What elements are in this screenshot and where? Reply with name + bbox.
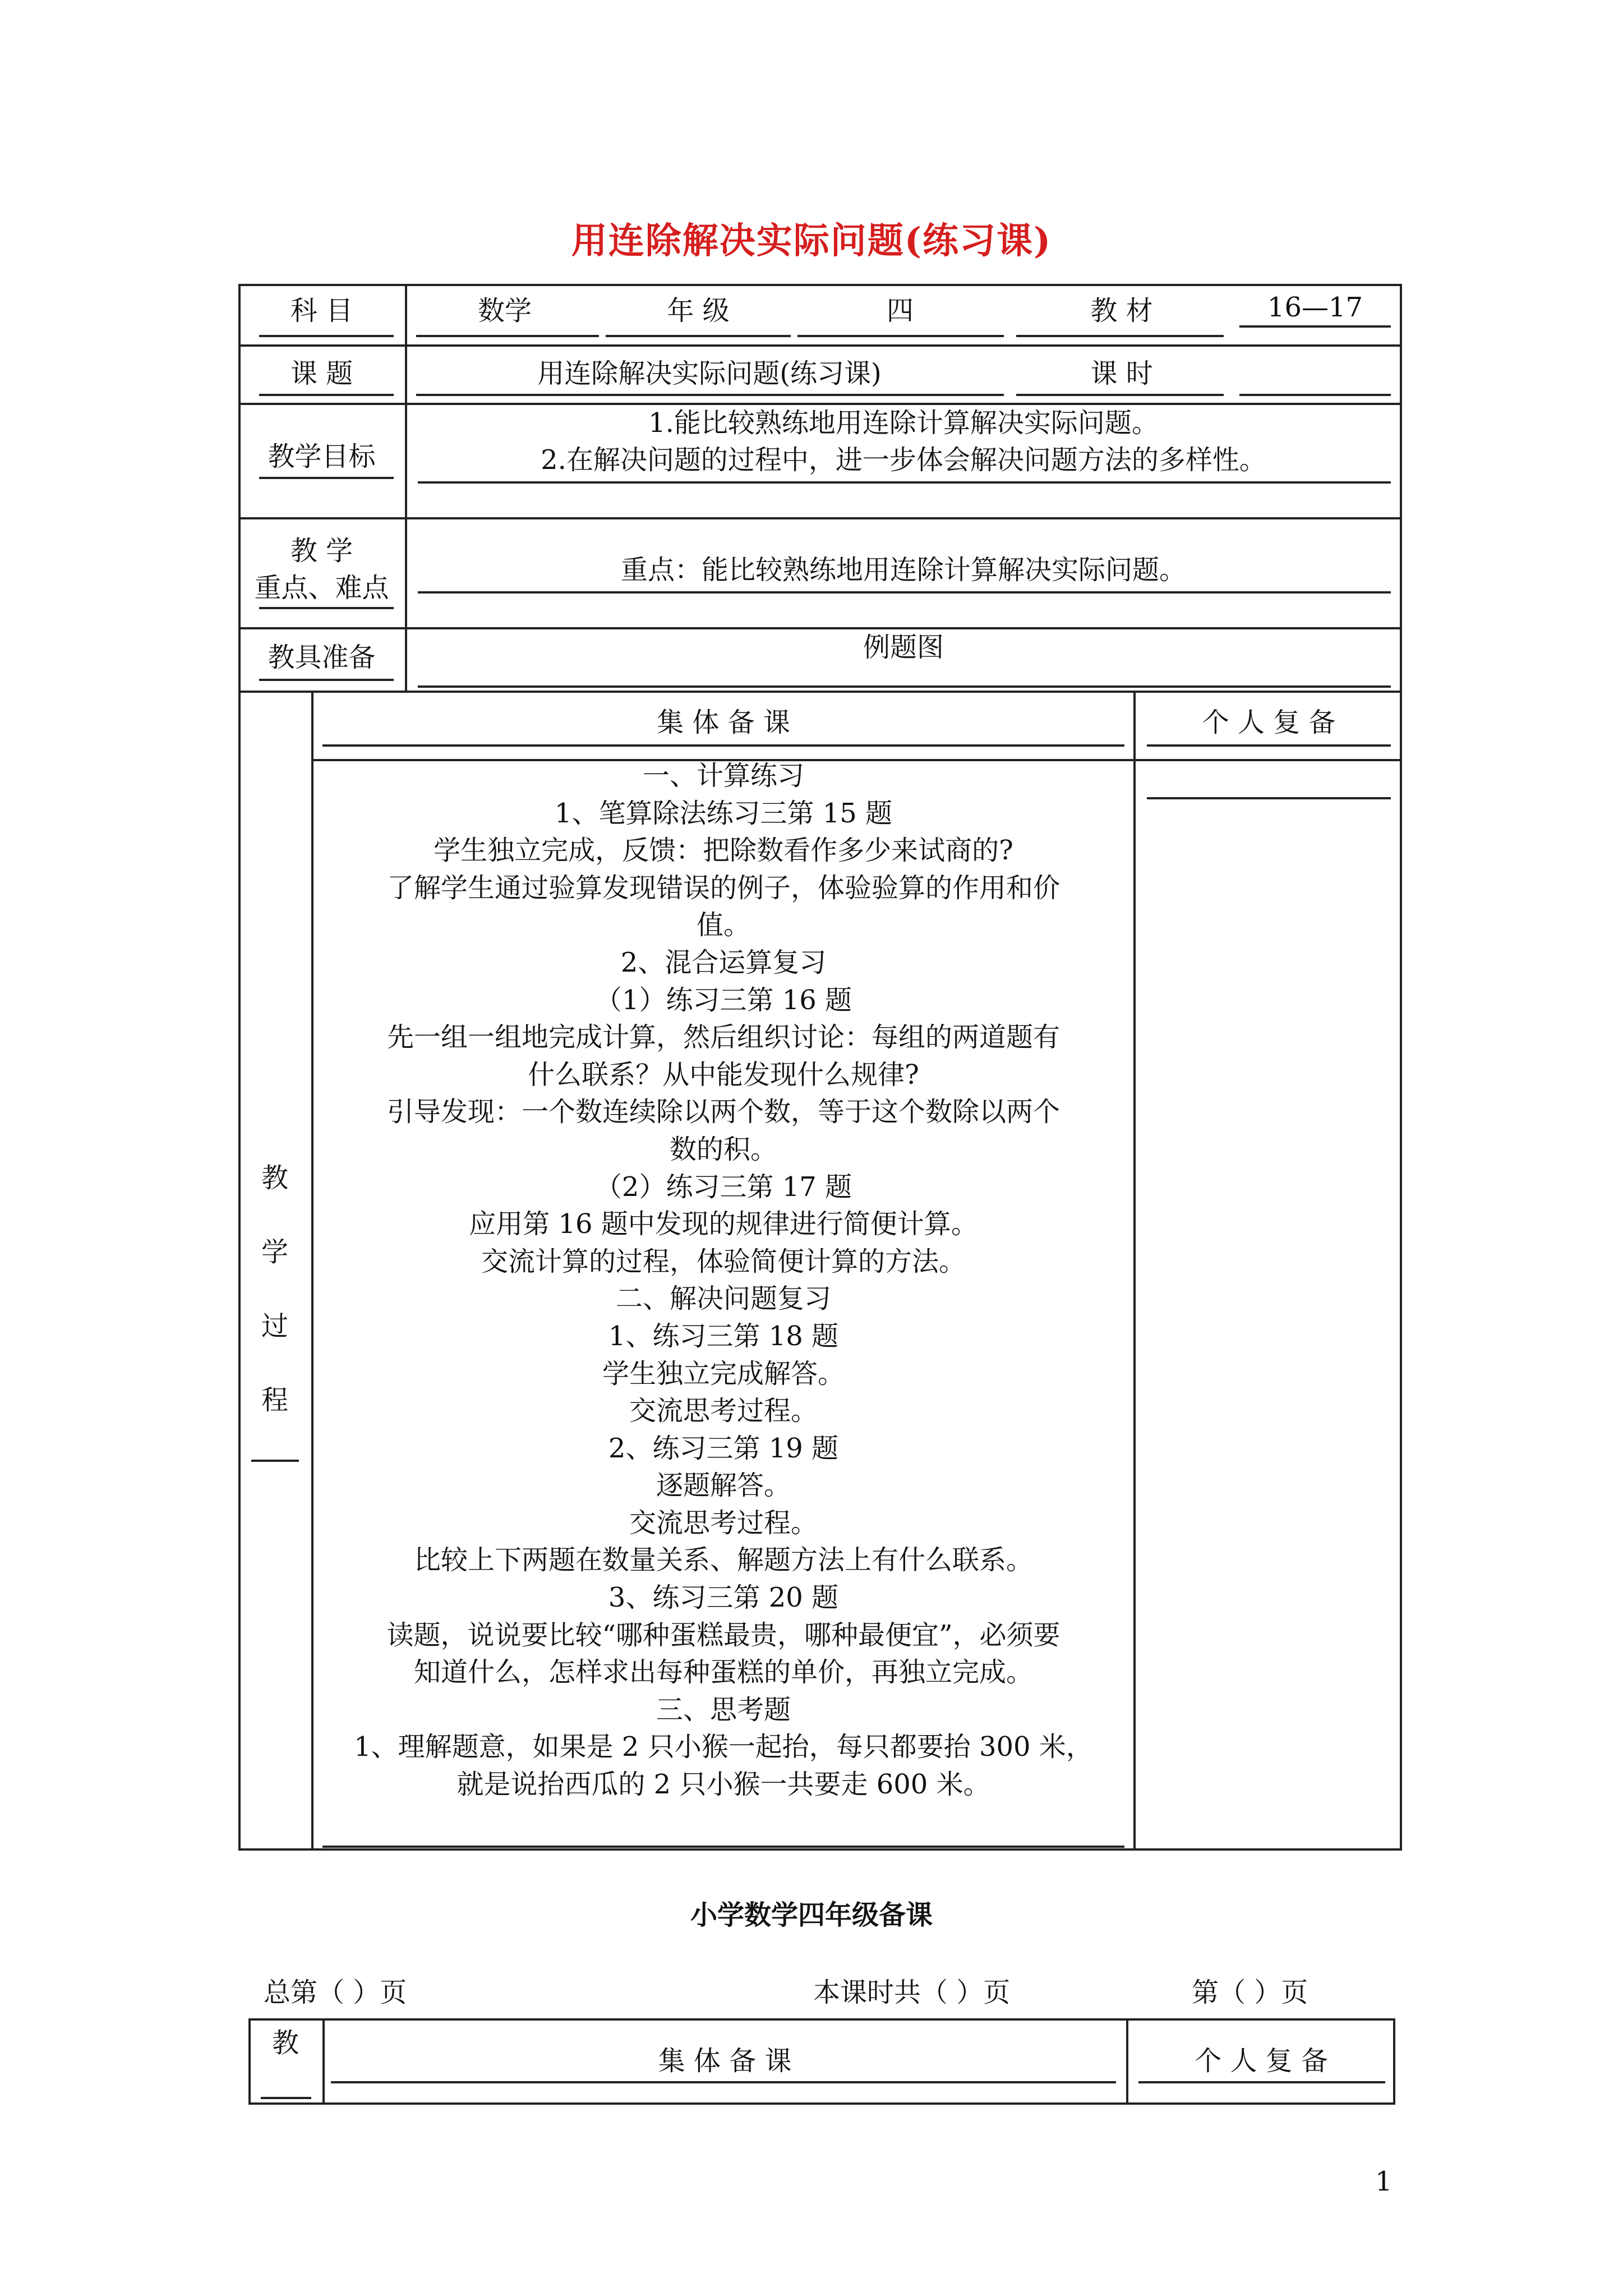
process-side-char-2: 学 xyxy=(261,1236,288,1268)
process-line: 一、计算练习 xyxy=(642,760,804,792)
process-line: 3、练习三第 20 题 xyxy=(608,1582,839,1614)
key-label-line2: 重点、难点 xyxy=(254,572,389,604)
page-number-field: 第（ ）页 xyxy=(1192,1977,1308,2008)
process-line: 2、练习三第 19 题 xyxy=(608,1432,839,1464)
personal-prep-header: 个 人 复 备 xyxy=(1202,707,1336,738)
process-line: 学生独立完成解答。 xyxy=(602,1358,845,1389)
process-line: 1、练习三第 18 题 xyxy=(608,1320,839,1352)
document-title: 用连除解决实际问题(练习课) xyxy=(571,220,1052,262)
process-line: 就是说抬西瓜的 2 只小猴一共要走 600 米。 xyxy=(457,1769,990,1801)
footer-side-char: 教 xyxy=(271,2027,299,2059)
process-line: 交流计算的过程，体验简便计算的方法。 xyxy=(481,1245,966,1277)
process-line: （1）练习三第 16 题 xyxy=(594,984,852,1016)
total-page-field: 总第（ ）页 xyxy=(264,1977,407,2008)
footer-personal-header: 个 人 复 备 xyxy=(1195,2045,1328,2077)
process-line: 交流思考过程。 xyxy=(629,1395,818,1427)
process-line: 知道什么，怎样求出每种蛋糕的单价，再独立完成。 xyxy=(413,1657,1033,1688)
process-line: 逐题解答。 xyxy=(656,1470,791,1502)
process-line: （2）练习三第 17 题 xyxy=(594,1171,852,1203)
tools-label: 教具准备 xyxy=(268,642,376,673)
process-line: 交流思考过程。 xyxy=(629,1507,818,1539)
grade-value: 四 xyxy=(886,295,914,326)
footer-heading: 小学数学四年级备课 xyxy=(690,1899,933,1931)
process-line: 读题，说说要比较“哪种蛋糕最贵，哪种最便宜”，必须要 xyxy=(386,1619,1061,1651)
collective-prep-header: 集 体 备 课 xyxy=(657,707,790,738)
key-label-line1: 教 学 xyxy=(290,535,353,567)
textbook-pages: 16—17 xyxy=(1267,292,1363,323)
topic-label: 课 题 xyxy=(290,358,353,389)
process-line: 引导发现：一个数连续除以两个数，等于这个数除以两个 xyxy=(386,1096,1060,1128)
topic-value: 用连除解决实际问题(练习课) xyxy=(537,358,882,389)
process-side-char-4: 程 xyxy=(261,1384,288,1416)
goal-2: 2.在解决问题的过程中，进一步体会解决问题方法的多样性。 xyxy=(541,444,1266,476)
process-line: 什么联系？从中能发现什么规律? xyxy=(528,1059,919,1091)
footer-collective-header: 集 体 备 课 xyxy=(658,2045,792,2077)
subject-value: 数学 xyxy=(477,295,532,326)
goal-1: 1.能比较熟练地用连除计算解决实际问题。 xyxy=(648,407,1159,439)
process-side-char-3: 过 xyxy=(261,1310,288,1342)
process-line: 应用第 16 题中发现的规律进行简便计算。 xyxy=(469,1208,978,1240)
process-line: 1、笔算除法练习三第 15 题 xyxy=(554,797,893,829)
process-line: 了解学生通过验算发现错误的例子，体验验算的作用和价 xyxy=(386,872,1060,904)
page-number: 1 xyxy=(1375,2166,1393,2197)
lesson-pages-field: 本课时共（ ）页 xyxy=(813,1977,1011,2008)
process-line: 数的积。 xyxy=(669,1133,777,1165)
process-side-char-1: 教 xyxy=(261,1162,288,1194)
goals-label: 教学目标 xyxy=(268,441,376,472)
teaching-process-content xyxy=(314,757,1133,1803)
process-line: 1、理解题意，如果是 2 只小猴一起抬，每只都要抬 300 米， xyxy=(354,1731,1093,1763)
process-line: 二、解决问题复习 xyxy=(615,1283,831,1315)
grade-label: 年 级 xyxy=(667,295,730,326)
process-line: 先一组一组地完成计算，然后组织讨论：每组的两道题有 xyxy=(386,1022,1060,1053)
key-points: 重点：能比较熟练地用连除计算解决实际问题。 xyxy=(620,554,1186,586)
period-label: 课 时 xyxy=(1090,358,1153,389)
textbook-label: 教 材 xyxy=(1090,295,1153,326)
tools-value: 例题图 xyxy=(863,632,944,663)
subject-label: 科 目 xyxy=(290,295,353,326)
process-line: 比较上下两题在数量关系、解题方法上有什么联系。 xyxy=(413,1544,1033,1576)
process-line: 2、混合运算复习 xyxy=(620,946,827,978)
process-line: 三、思考题 xyxy=(656,1694,791,1726)
process-line: 值。 xyxy=(696,909,750,941)
process-line: 学生独立完成，反馈：把除数看作多少来试商的? xyxy=(434,835,1013,867)
